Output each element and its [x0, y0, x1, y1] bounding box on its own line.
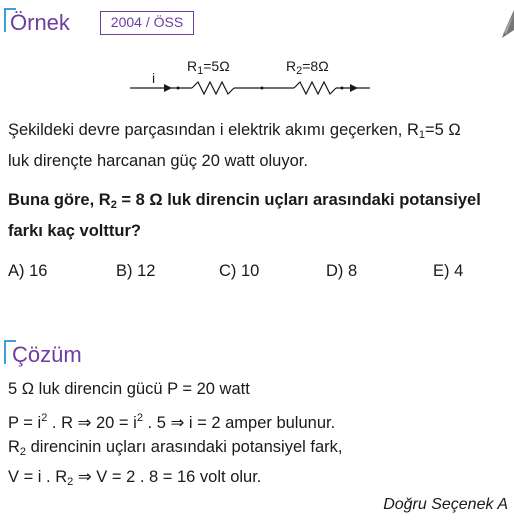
option-c: C) 10 [219, 262, 260, 280]
solution-line-3: $R_2$ direncinin uçları arasındaki potansiyel fark, [8, 438, 343, 458]
option-e: E) 4 [433, 262, 464, 280]
node-dot [177, 87, 180, 90]
option-d: D) 8 [326, 262, 358, 280]
current-arrow-icon [164, 84, 172, 92]
ornek-heading: Örnek [10, 10, 70, 35]
r2-label: $R_2=8\Omega$ [286, 58, 329, 77]
option-a: A) 16 [8, 262, 48, 280]
question-line-1: Şekildeki devre parçasından i elektrik akımı geçerken, $R_1=5$ Ω [8, 121, 461, 141]
solution-line-1: 5 Ω luk direncin gücü P = 20 watt [8, 380, 250, 398]
solution-line-2: $P = i^2$ . R ⇒ $20 = i^2$ . 5 ⇒ i = 2 amper bulunur. [8, 412, 336, 432]
correct-answer-footer: Doğru Seçenek A [383, 496, 508, 513]
current-arrow-icon [350, 84, 358, 92]
r1-label: $R_1=5\Omega$ [187, 58, 230, 77]
question-bold-line-1: Buna göre, $R_2 = 8$ Ω luk direncin uçları arasındaki potansiyel [8, 191, 481, 211]
question-bold-line-2: farkı kaç volttur? [8, 222, 141, 240]
pencil-icon [498, 10, 514, 38]
question-line-2: luk dirençte harcanan güç 20 watt oluyor. [8, 152, 308, 170]
resistor-r2 [294, 82, 336, 94]
current-label: i [152, 70, 156, 86]
node-dot [261, 87, 264, 90]
cozum-heading: Çözüm [12, 342, 82, 367]
exam-year-badge: 2004 / ÖSS [100, 11, 194, 35]
resistor-r1 [192, 82, 234, 94]
option-b: B) 12 [116, 262, 156, 280]
circuit-diagram [120, 52, 380, 96]
node-dot [341, 87, 344, 90]
solution-line-4: V = i . $R_2$ ⇒ V = 2 . 8 = 16 volt olur. [8, 468, 262, 488]
